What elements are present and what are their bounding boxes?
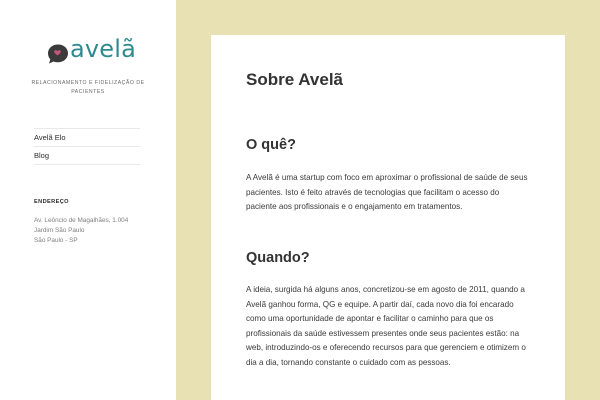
logo-wordmark: avelã xyxy=(70,35,137,63)
section-heading-what: O quê? xyxy=(246,137,296,153)
nav-item-avela-elo[interactable]: Avelã Elo xyxy=(34,129,140,147)
page-title: Sobre Avelã xyxy=(246,70,344,89)
address-block xyxy=(34,216,128,246)
avela-logo-icon xyxy=(46,43,70,65)
address-heading: ENDEREÇO xyxy=(34,199,69,205)
address-line: Jardim São Paulo xyxy=(34,227,85,234)
site-logo[interactable] xyxy=(46,35,137,65)
section-text-what: A Avelã é uma startup com foco em aproximar o profissional de saúde de seus pacientes. Isto é feito através de tecnologias que facilitam o acesso do paciente aos profissionais e o engajamento em tratamentos. xyxy=(246,173,528,211)
nav-item-blog[interactable]: Blog xyxy=(34,147,140,165)
main-content xyxy=(211,35,565,400)
site-tagline: RELACIONAMENTO E FIDELIZAÇÃO DE PACIENTES xyxy=(31,80,145,95)
section-text-when: A ideia, surgida há alguns anos, concretizou-se em agosto de 2011, quando a Avelã ganhou forma, QG e equipe. A partir daí, cada novo dia foi encarado como uma oportunidade de apontar e facilitar o caminho para que os profissionais da saúde estivessem presentes onde seus pacientes estão: na web, introduzindo-os e oferecendo recursos para que gerenciem e otimizem o dia a dia, tornando constante o cuidado com as pessoas. xyxy=(246,285,526,367)
sidebar xyxy=(0,0,176,400)
section-heading-when: Quando? xyxy=(246,250,310,266)
sidebar-nav xyxy=(34,128,140,165)
address-line: Av. Leôncio de Magalhães, 1.004 xyxy=(34,217,129,224)
address-line: São Paulo - SP xyxy=(34,237,78,244)
